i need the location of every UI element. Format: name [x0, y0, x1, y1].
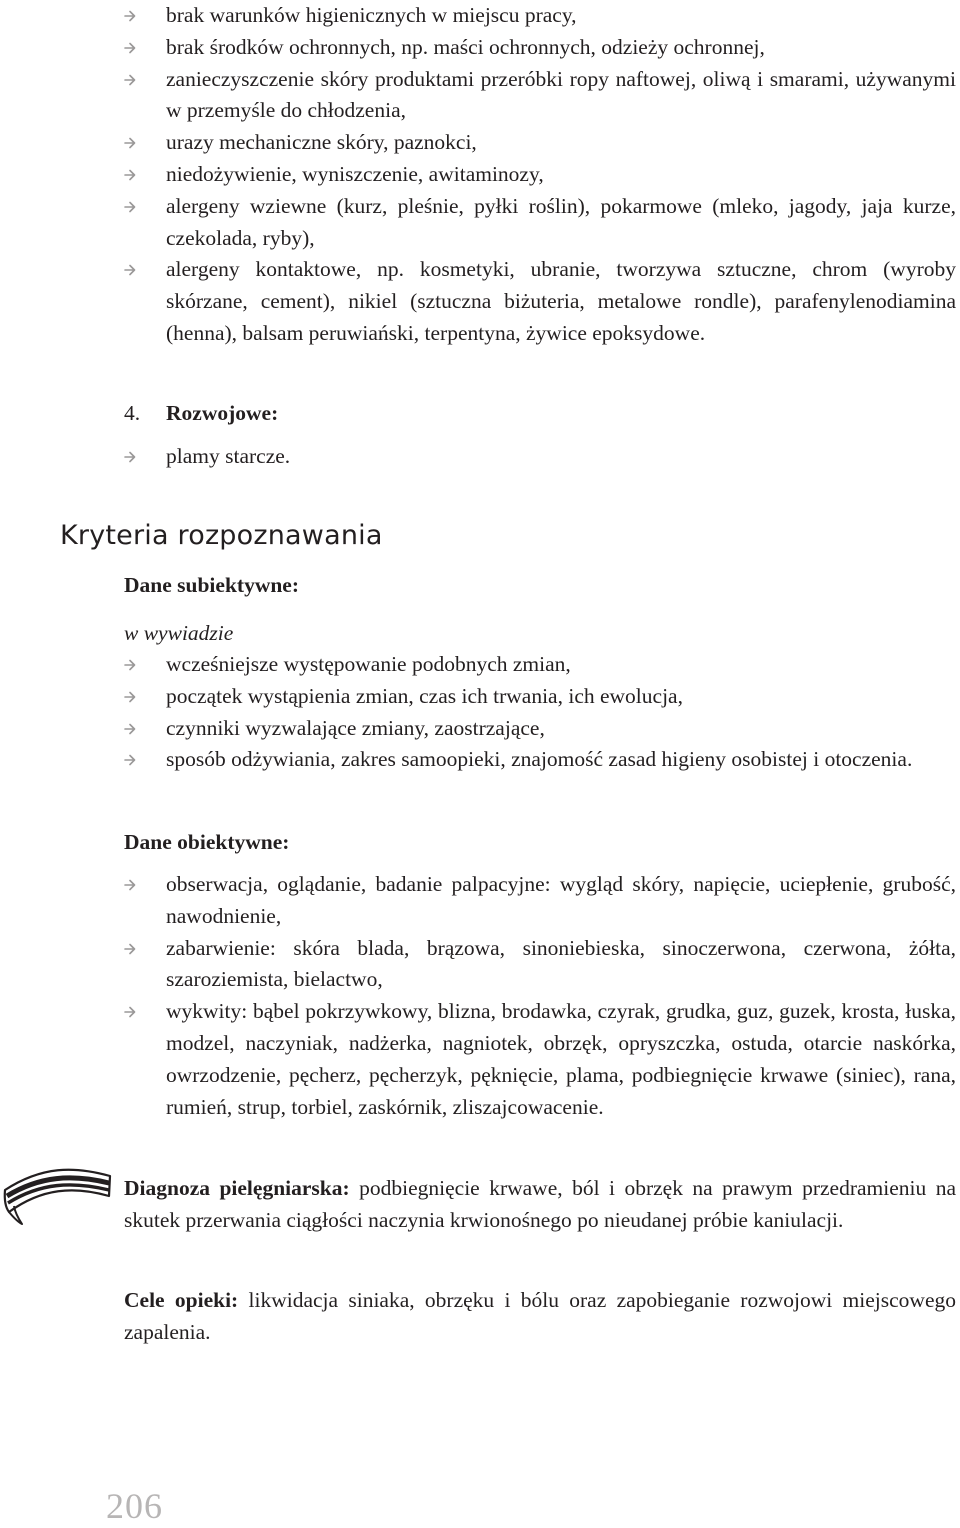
list-item-text: brak warunków higienicznych w miejscu pracy,: [166, 3, 577, 27]
arrow-right-icon: [124, 64, 140, 96]
nursing-diagnosis-paragraph: [124, 1173, 956, 1237]
arrow-right-icon: [124, 441, 140, 473]
list-item: [124, 64, 956, 128]
objective-data-list: [124, 869, 956, 1123]
arrow-right-icon: [124, 127, 140, 159]
list-item-text: czynniki wyzwalające zmiany, zaostrzające,: [166, 715, 545, 740]
page-number: 206: [106, 1486, 163, 1526]
list-item: [124, 32, 956, 64]
care-goals-paragraph: [124, 1285, 956, 1349]
subjective-data-heading: Dane subiektywne:: [124, 573, 300, 597]
section-label: Rozwojowe:: [166, 401, 279, 425]
list-item: [124, 191, 956, 255]
list-item: [124, 996, 956, 1123]
list-item-text: obserwacja, oglądanie, badanie palpacyjne: wygląd skóry, napięcie, uciepłenie, grubość, nawodnienie,: [166, 872, 956, 928]
list-item-text: brak środków ochronnych, np. maści ochronnych, odzieży ochronnej,: [166, 34, 765, 59]
arrow-right-icon: [124, 681, 140, 713]
list-item-text: urazy mechaniczne skóry, paznokci,: [166, 130, 477, 155]
list-item-text: sposób odżywiania, zakres samoopieki, znajomość zasad higieny osobistej i otoczenia.: [166, 747, 913, 772]
list-item: [124, 0, 956, 32]
objective-data-heading: Dane obiektywne:: [124, 830, 290, 854]
arrow-right-icon: [124, 159, 140, 191]
list-item-text: niedożywienie, wyniszczenie, awitaminozy,: [166, 161, 544, 186]
list-item-text: alergeny wziewne (kurz, pleśnie, pyłki roślin), pokarmowe (mleko, jagody, jaja kurze, czekolada, ryby),: [166, 193, 956, 250]
list-item: [124, 127, 956, 159]
arrow-right-icon: [124, 0, 140, 32]
list-item: [124, 744, 956, 776]
arrow-right-icon: [124, 649, 140, 681]
list-item: [124, 159, 956, 191]
section-number: 4.: [124, 401, 141, 425]
list-item-text: zabarwienie: skóra blada, brązowa, sinoniebieska, sinoczerwona, czerwona, żółta, szaroziemista, bielactwo,: [166, 935, 956, 992]
interview-label: w wywiadzie: [124, 621, 234, 645]
list-item-text: plamy starcze.: [166, 444, 291, 468]
arrow-right-icon: [124, 191, 140, 223]
ribbon-banner-icon: [2, 1166, 112, 1228]
arrow-right-icon: [124, 254, 140, 286]
list-item: [124, 933, 956, 997]
subjective-data-list: [124, 649, 956, 776]
arrow-right-icon: [124, 933, 140, 965]
list-item: [124, 649, 956, 681]
list-item: [124, 254, 956, 349]
list-item: [124, 869, 956, 933]
arrow-right-icon: [124, 869, 140, 901]
care-goals-text: likwidacja siniaka, obrzęku i bólu oraz zapobieganie rozwojowi miejscowego zapalenia.: [124, 1288, 956, 1344]
care-goals-label: Cele opieki:: [124, 1288, 239, 1312]
section-title: Kryteria rozpoznawania: [60, 520, 383, 551]
risk-factors-list: [124, 0, 956, 350]
list-item: [124, 713, 956, 745]
arrow-right-icon: [124, 744, 140, 776]
list-item-text: wykwity: bąbel pokrzywkowy, blizna, brodawka, czyrak, grudka, guz, guzek, krosta, łuska, modzel, naczyniak, nadżerka, nagniotek, obrzęk, opryszczka, ostuda, otarcie naskórka, owrzodzenie, pęcherz, pęcherzyk, pęknięcie, plama, podbiegnięcie krwawe (siniec), rana, rumień, strup, torbiel, zaskórnik, zliszajcowacenie.: [166, 999, 956, 1119]
nursing-diagnosis-text: podbiegnięcie krwawe, ból i obrzęk na prawym przedramieniu na skutek przerwania ciągłości naczynia krwionośnego po nieudanej próbie kaniulacji.: [124, 1176, 957, 1232]
list-item-text: początek wystąpienia zmian, czas ich trwania, ich ewolucja,: [166, 683, 683, 708]
arrow-right-icon: [124, 32, 140, 64]
list-item-text: alergeny kontaktowe, np. kosmetyki, ubranie, tworzywa sztuczne, chrom (wyroby skórzane, cement), nikiel (sztuczna biżuteria, metalowe rondle), parafenylenodiamina (henna), balsam peruwiański, terpentyna, żywice epoksydowe.: [166, 257, 956, 345]
section-heading-developmental: [124, 397, 278, 429]
list-item-text: wcześniejsze występowanie podobnych zmian,: [166, 652, 571, 676]
nursing-diagnosis-label: Diagnoza pielęgniarska:: [124, 1176, 350, 1200]
list-item: [124, 681, 956, 713]
list-item: [124, 441, 956, 473]
list-item-text: zanieczyszczenie skóry produktami przeróbki ropy naftowej, oliwą i smarami, używanymi w przemyśle do chłodzenia,: [166, 66, 956, 123]
developmental-list: [124, 441, 956, 473]
arrow-right-icon: [124, 713, 140, 745]
arrow-right-icon: [124, 996, 140, 1028]
